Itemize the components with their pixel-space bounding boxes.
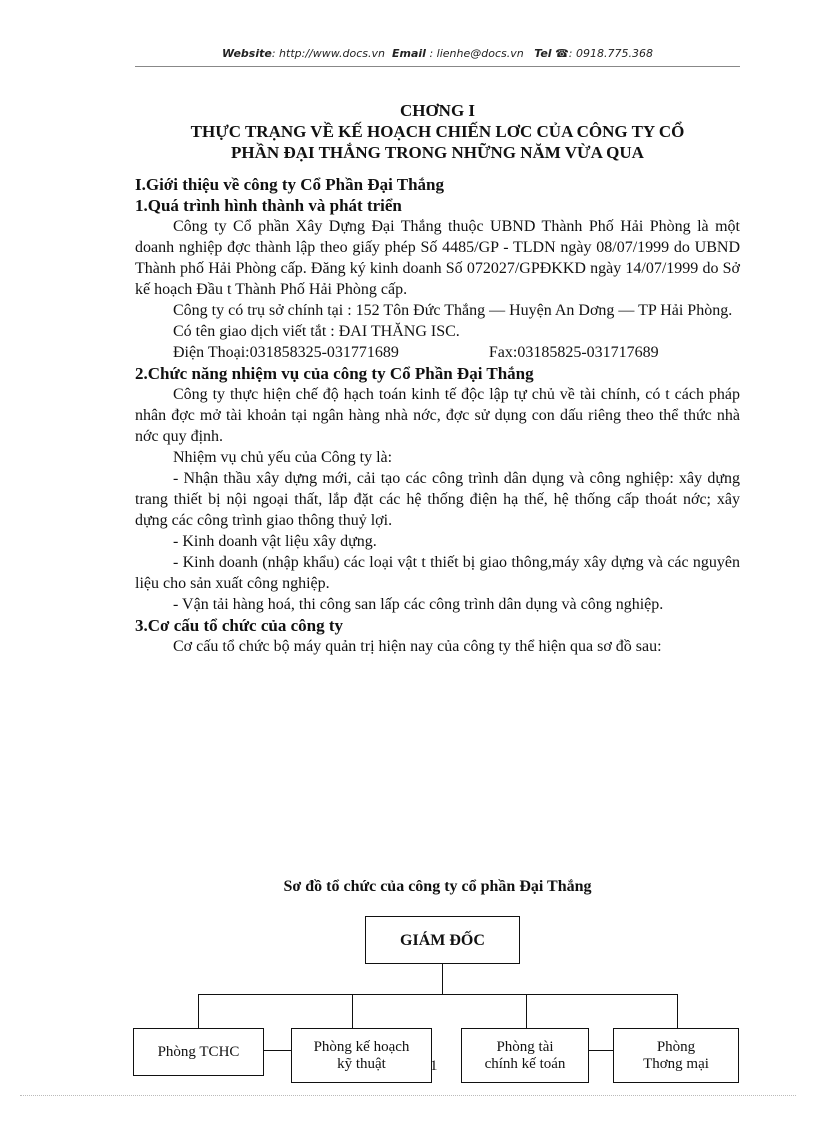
subsection-heading-2: 2.Chức năng nhiệm vụ của công ty Cổ Phần Đại Thắng	[135, 364, 534, 383]
email-label: Email	[392, 47, 426, 60]
paragraph: Cơ cấu tổ chức bộ máy quản trị hiện nay của công ty thể hiện qua sơ đồ sau:	[173, 638, 662, 655]
department-label: Phòng tài	[496, 1038, 554, 1055]
connector-line	[526, 994, 527, 1028]
list-item: - Nhận thầu xây dựng mới, cải tạo các công trình dân dụng và công nghiệp: xây dựng trang thiết bị nội ngoại thất, lắp đặt các hệ thống điện hạ thế, hệ thống cấp thoát nớc; xây dựng các công trình giao thông thuỷ lợi.	[135, 470, 740, 529]
connector-line	[198, 994, 199, 1028]
paragraph: Có tên giao dịch viết tắt : ĐAI THĂNG ISC.	[173, 323, 460, 340]
section-heading: I.Giới thiệu về công ty Cổ Phần Đại Thắng	[135, 175, 445, 194]
chapter-title-line-2: PHẦN ĐẠI THẮNG TRONG NHỮNG NĂM VỪA QUA	[231, 143, 644, 162]
department-label: Phòng kế hoạch	[313, 1038, 410, 1055]
paragraph: Nhiệm vụ chủ yếu của Công ty là:	[173, 449, 393, 466]
website-value[interactable]: : http://www.docs.vn	[271, 47, 386, 60]
chapter-title	[135, 100, 740, 163]
department-label: Phòng	[656, 1038, 696, 1055]
subsection-heading-3: 3.Cơ cấu tổ chức của công ty	[135, 616, 344, 635]
org-chart-title: Sơ đồ tổ chức của công ty cổ phần Đại Thắng	[283, 878, 592, 895]
website-label: Website	[222, 47, 272, 60]
header-divider	[135, 66, 740, 67]
connector-line	[198, 994, 678, 995]
list-item: - Kinh doanh vật liệu xây dựng.	[173, 533, 377, 550]
phone-icon: ☎	[555, 47, 569, 60]
org-box-director: GIÁM ĐỐC	[365, 916, 520, 964]
tel-value: : 0918.775.368	[568, 47, 653, 60]
page-header	[135, 47, 740, 60]
chapter-number: CHƠNG I	[399, 101, 476, 120]
email-value[interactable]: : lienhe@docs.vn	[429, 47, 524, 60]
phone-text: Điện Thoại:031858325-031771689	[173, 344, 399, 361]
footer-divider	[20, 1095, 796, 1096]
org-box-department	[613, 1028, 739, 1083]
document-body	[135, 174, 740, 657]
paragraph: Công ty thực hiện chế độ hạch toán kinh tế độc lập tự chủ về tài chính, có t cách pháp nhân đợc mở tài khoản tại ngân hàng nhà nớc, đợc sử dụng con dấu riêng theo thể thức nhà nớc quy định.	[135, 386, 740, 445]
tel-label: Tel	[534, 47, 552, 60]
connector-line	[442, 964, 443, 994]
org-box-department	[461, 1028, 589, 1083]
department-label: Thơng mại	[643, 1055, 709, 1072]
page-number: 1	[430, 1058, 438, 1074]
paragraph: Công ty có trụ sở chính tại : 152 Tôn Đức Thắng — Huyện An Dơng — TP Hải Phòng.	[173, 302, 733, 319]
connector-line	[589, 1050, 613, 1051]
connector-line	[677, 994, 678, 1028]
chapter-title-line-1: THỰC TRẠNG VỀ KẾ HOẠCH CHIẾN LƠC CỦA CÔNG TY CỔ	[190, 122, 685, 141]
fax-text: Fax:03185825-031717689	[488, 344, 659, 361]
department-label: chính kế toán	[484, 1055, 566, 1072]
connector-line	[264, 1050, 291, 1051]
subsection-heading-1: 1.Quá trình hình thành và phát triển	[135, 196, 402, 215]
list-item: - Vận tải hàng hoá, thi công san lấp các công trình dân dụng và công nghiệp.	[173, 596, 664, 613]
department-label: Phòng TCHC	[157, 1043, 240, 1060]
org-box-department	[291, 1028, 432, 1083]
paragraph: Công ty Cổ phần Xây Dựng Đại Thắng thuộc UBND Thành Phố Hải Phòng là một doanh nghiệp đợc thành lập theo giấy phép Số 4485/GP - TLDN ngày 08/07/1999 do UBND Thành phố Hải Phòng cấp. Đăng ký kinh doanh Số 072027/GPĐKKD ngày 14/07/1999 do Sở kế hoạch Đầu t Thành Phố Hải Phòng cấp.	[135, 218, 740, 298]
contact-line	[135, 342, 740, 363]
org-box-department	[133, 1028, 264, 1076]
list-item: - Kinh doanh (nhập khẩu) các loại vật t thiết bị giao thông,máy xây dựng và các nguyên liệu cho sản xuất công nghiệp.	[135, 554, 740, 592]
department-label: kỹ thuật	[337, 1055, 386, 1072]
connector-line	[352, 994, 353, 1028]
